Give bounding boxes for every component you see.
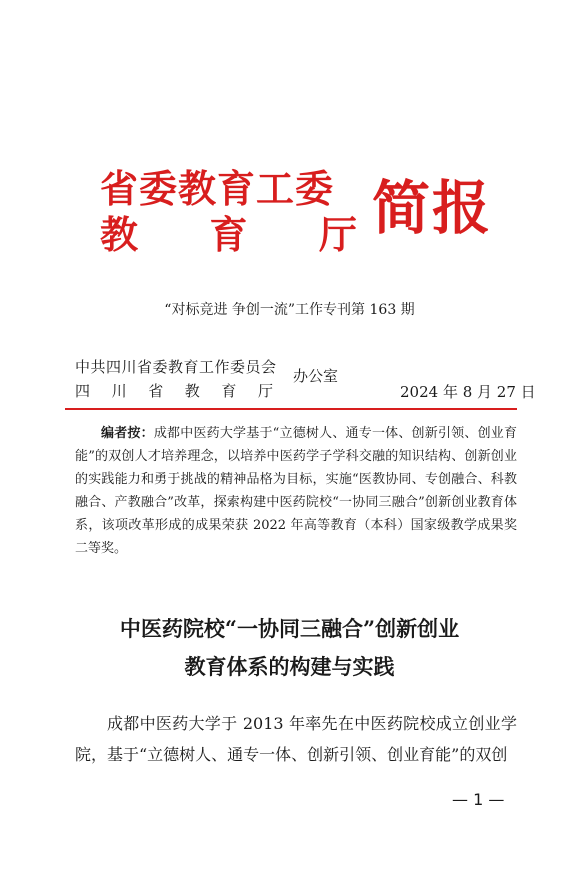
issue-line: “对标竞进 争创一流”工作专刊第 163 期: [164, 302, 415, 318]
masthead-title: 简报: [372, 174, 493, 242]
article-paragraph: 成都中医药大学于 2013 年率先在中医药院校成立创业学院，基于“立德树人、通专一体、创新引领、创业育能”的双创: [75, 714, 517, 764]
red-divider: [65, 408, 517, 410]
article-title-line2: 教育体系的构建与实践: [184, 654, 395, 679]
issuer-office: 办公室: [293, 367, 339, 385]
masthead-org-line2: [100, 212, 358, 258]
article-title: [0, 610, 579, 686]
article-title-line1: 中医药院校“一协同三融合”创新创业: [119, 616, 460, 641]
masthead-org-char: 育: [209, 212, 249, 257]
editor-note-text: 成都中医药大学基于“立德树人、通专一体、创新引领、创业育能”的双创人才培养理念，以培养中医药学子学科交融的知识结构、创新创业的实践能力和勇于挑战的精神品格为目标，实施“医教协同、专创融合、科教融合、产教融合”改革，探索构建中医药院校“一协同三融合”创新创业教育体系，该项改革形成的成果荣获 2022 年高等教育（本科）国家级教学成果奖二等奖。: [75, 426, 517, 556]
masthead-org-char: 教: [100, 212, 140, 257]
issuer-row1: 中共四川省委教育工作委员会: [75, 358, 277, 376]
editor-note-label: 编者按：: [101, 426, 154, 441]
editor-note: [75, 422, 517, 560]
issuer-block: [75, 355, 277, 403]
issuer-char: 川: [111, 382, 127, 400]
issuer-char: 厅: [257, 382, 273, 400]
issue-date: 2024 年 8 月 27 日: [400, 383, 536, 401]
page-number: — 1 —: [452, 790, 505, 809]
issuer-char: 省: [148, 382, 164, 400]
issuer-char: 育: [221, 382, 237, 400]
issuer-char: 四: [75, 382, 91, 400]
masthead-org-line1: 省委教育工委: [100, 166, 335, 211]
masthead-org-char: 厅: [318, 212, 358, 257]
masthead-org: [100, 166, 358, 258]
issuer-row2: [75, 379, 273, 403]
issuer-char: 教: [184, 382, 200, 400]
